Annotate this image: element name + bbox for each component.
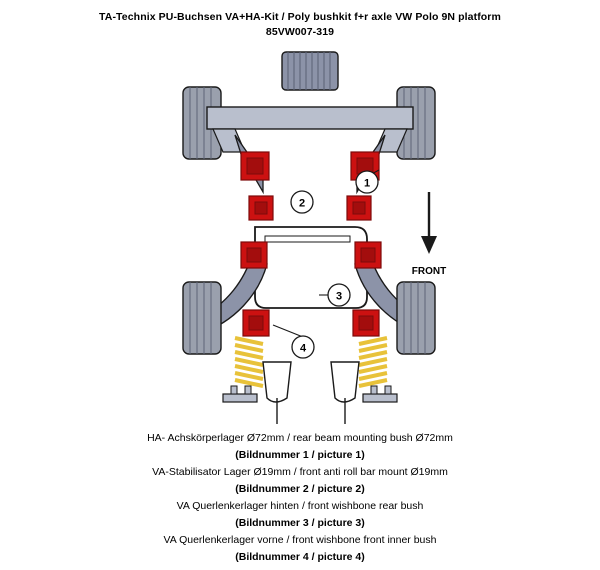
front-left-lower-mount-icon: [223, 386, 257, 402]
caption-picture-4: (Bildnummer 4 / picture 4): [235, 551, 365, 563]
caption-picture-1: (Bildnummer 1 / picture 1): [235, 449, 365, 461]
caption-picture-3: (Bildnummer 3 / picture 3): [235, 517, 365, 529]
caption-picture-2: (Bildnummer 2 / picture 2): [235, 483, 365, 495]
anti-roll-bar-mount-right: [347, 196, 371, 220]
front-left-strut-icon: [263, 362, 291, 424]
front-left-tire-icon: [183, 282, 221, 354]
caption-wishbone-rear-bush: VA Querlenkerlager hinten / front wishbone rear bush: [176, 500, 424, 512]
rear-beam-mounting-bush-left: [241, 152, 269, 180]
front-right-strut-icon: [331, 362, 359, 424]
marker-2: [291, 191, 313, 213]
suspension-diagram: [95, 42, 515, 427]
front-left-coil-spring-icon: [235, 338, 263, 386]
title-line-2: 85VW007-319: [265, 26, 335, 38]
marker-4: [292, 336, 314, 358]
rear-torsion-beam-icon: [282, 52, 338, 90]
marker-4-label: 4: [299, 342, 307, 355]
marker-3-label: 3: [335, 290, 343, 303]
marker-3: [328, 284, 350, 306]
marker-1-label: 1: [363, 177, 371, 190]
front-right-tire-icon: [397, 282, 435, 354]
title-line-1: TA-Technix PU-Buchsen VA+HA-Kit / Poly bushkit f+r axle VW Polo 9N platform: [99, 11, 501, 23]
front-right-lower-mount-icon: [363, 386, 397, 402]
caption-anti-roll-bar-mount: VA-Stabilisator Lager Ø19mm / front anti roll bar mount Ø19mm: [152, 466, 448, 478]
front-direction-label: FRONT: [411, 266, 447, 277]
title-block: [0, 10, 600, 40]
front-wishbone-rear-bush-left: [241, 242, 267, 268]
front-right-coil-spring-icon: [359, 338, 387, 386]
anti-roll-bar-mount-left: [249, 196, 273, 220]
caption-rear-beam-bush: HA- Achskörperlager Ø72mm / rear beam mounting bush Ø72mm: [147, 432, 453, 444]
marker-2-label: 2: [298, 197, 306, 210]
front-wishbone-front-inner-bush-left: [243, 310, 269, 336]
front-direction-arrow-icon: [421, 192, 437, 254]
front-wishbone-front-inner-bush-right: [353, 310, 379, 336]
marker-1: [356, 171, 378, 193]
caption-block: [0, 430, 600, 566]
caption-wishbone-front-inner-bush: VA Querlenkerlager vorne / front wishbone front inner bush: [163, 534, 437, 546]
front-wishbone-rear-bush-right: [355, 242, 381, 268]
